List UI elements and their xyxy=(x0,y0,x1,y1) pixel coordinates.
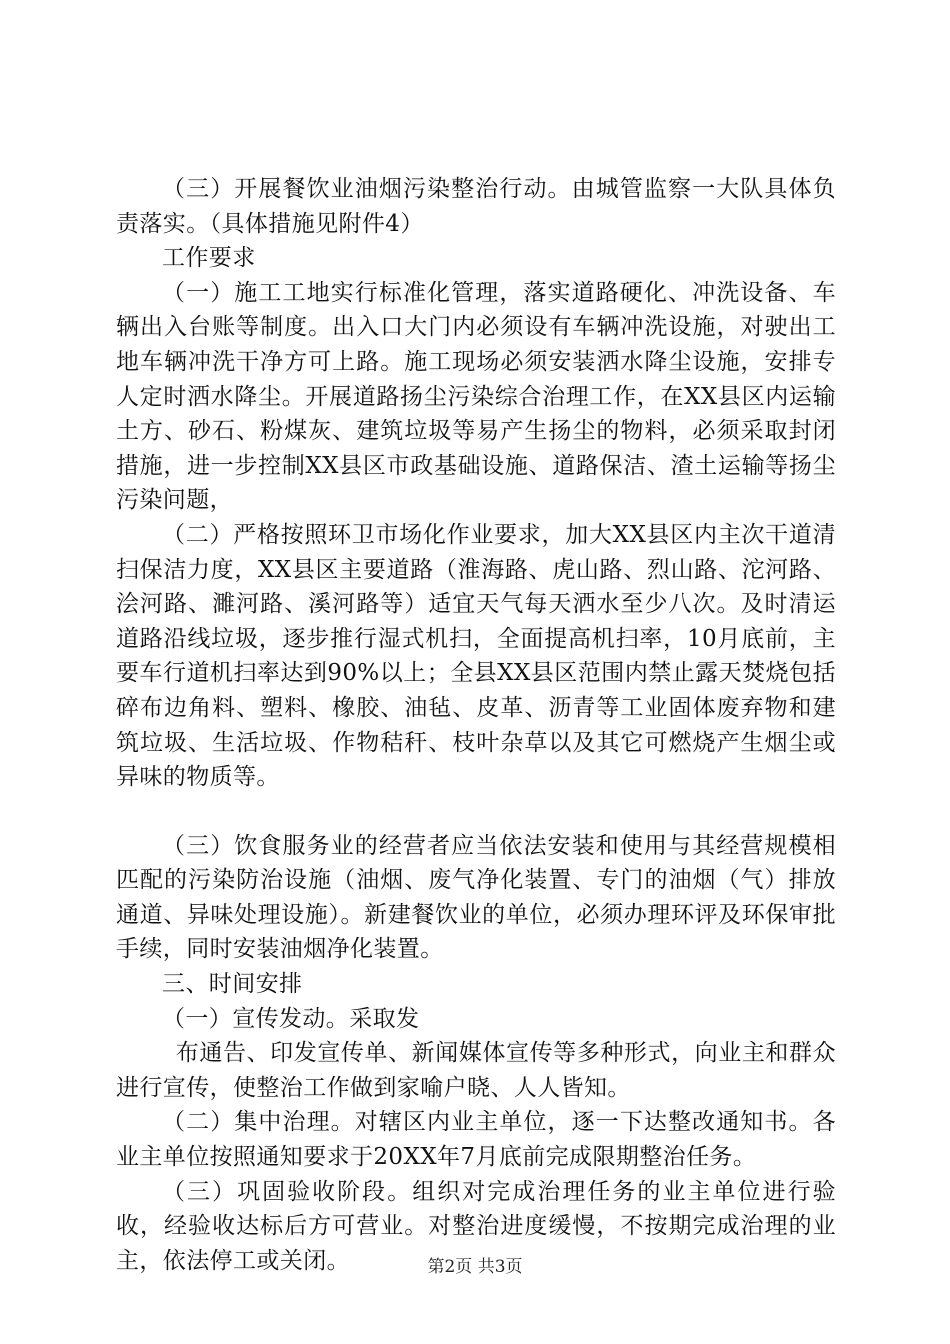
heading-time-schedule: 三、时间安排 xyxy=(162,971,303,998)
paragraph-publicity-start: （一）宣传发动。采取发 xyxy=(162,1005,420,1032)
page-number-footer: 第2页 共3页 xyxy=(427,1257,523,1277)
paragraph-acceptance-phase: （三）巩固验收阶段。组织对完成治理任务的业主单位进行验收，经验收达标后方可营业。对整治进度缓慢，不按期完成治理的业主，依法停工或关闭。 xyxy=(116,1178,836,1274)
paragraph-road-cleaning: （二）严格按照环卫市场化作业要求，加大XX县区内主次干道清扫保洁力度，XX县区主要道路（淮海路、虎山路、烈山路、沱河路、浍河路、濉河路、溪河路等）适宜天气每天洒水至少八次。及时清运道路沿线垃圾，逐步推行湿式机扫，全面提高机扫率，10月底前，主要车行道机扫率达到90%以上；全县XX县区范围内禁止露天焚烧包括碎布边角料、塑料、橡胶、油毡、皮革、沥青等工业固体废弃物和建筑垃圾、生活垃圾、作物秸秆、枝叶杂草以及其它可燃烧产生烟尘或异味的物质等。 xyxy=(116,521,836,791)
document-body xyxy=(116,172,836,1278)
paragraph-food-service-facilities: （三）饮食服务业的经营者应当依法安装和使用与其经营规模相匹配的污染防治设施（油烟、废气净化装置、专门的油烟（气）排放通道、异味处理设施）。新建餐饮业的单位，必须办理环评及环保审批手续，同时安装油烟净化装置。 xyxy=(116,832,836,963)
paragraph-gap xyxy=(116,795,836,829)
paragraph-publicity-continued: 布通告、印发宣传单、新闻媒体宣传等多种形式，向业主和群众进行宣传，使整治工作做到家喻户晓、人人皆知。 xyxy=(116,1040,836,1101)
paragraph-catering-fumes-action: （三）开展餐饮业油烟污染整治行动。由城管监察一大队具体负责落实。（具体措施见附件4） xyxy=(116,176,836,237)
heading-work-requirements: 工作要求 xyxy=(162,245,256,272)
paragraph-centralized-treatment: （二）集中治理。对辖区内业主单位，逐一下达整改通知书。各业主单位按照通知要求于20XX年7月底前完成限期整治任务。 xyxy=(116,1109,836,1171)
paragraph-construction-site-management: （一）施工工地实行标准化管理，落实道路硬化、冲洗设备、车辆出入台账等制度。出入口大门内必须设有车辆冲洗设施，对驶出工地车辆冲洗干净方可上路。施工现场必须安装洒水降尘设施，安排专人定时洒水降尘。开展道路扬尘污染综合治理工作，在XX县区内运输土方、砂石、粉煤灰、建筑垃圾等易产生扬尘的物料，必须采取封闭措施，进一步控制XX县区市政基础设施、道路保洁、渣土运输等扬尘污染问题， xyxy=(116,279,836,514)
